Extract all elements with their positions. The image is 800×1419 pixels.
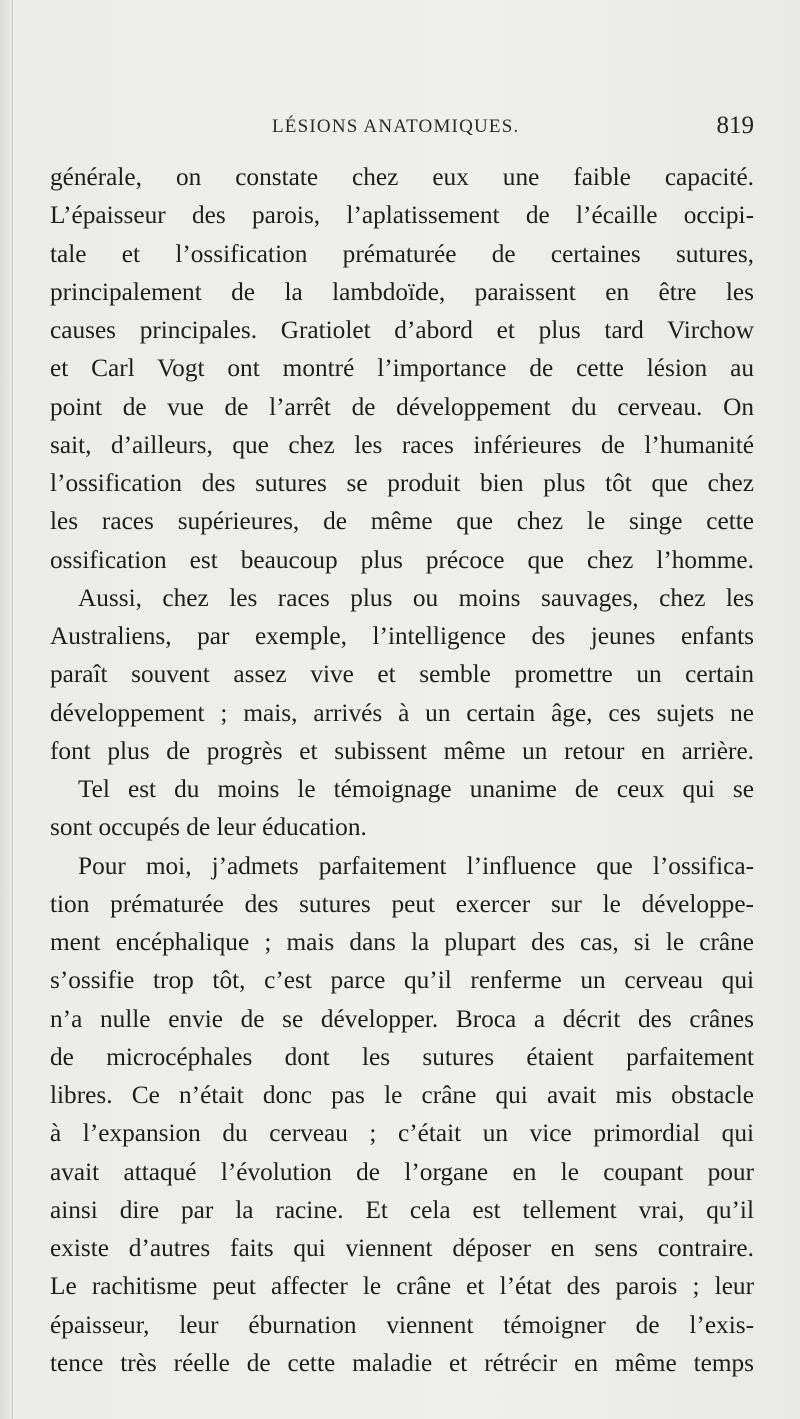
- text-line: ossification est beaucoup plus précoce que chez l’homme.: [50, 545, 754, 574]
- text-line: les races supérieures, de même que chez le singe cette: [50, 507, 754, 536]
- text-line: tion prématurée des sutures peut exercer sur le développe-: [50, 889, 754, 918]
- page-fold-shadow: [12, 0, 13, 1419]
- text-line: ment encéphalique ; mais dans la plupart des cas, si le crâne: [50, 928, 754, 956]
- text-line: générale, on constate chez eux une faible capacité.: [50, 163, 754, 191]
- text-line: ainsi dire par la racine. Et cela est tellement vrai, qu’il: [50, 1195, 754, 1224]
- text-line: épaisseur, leur éburnation viennent témoigner de l’exis-: [50, 1310, 754, 1339]
- text-line: causes principales. Gratiolet d’abord et plus tard Virchow: [50, 316, 754, 344]
- text-body: [50, 158, 754, 1382]
- text-line: point de vue de l’arrêt de développement du cerveau. On: [50, 392, 754, 421]
- text-line: de microcéphales dont les sutures étaient parfaitement: [50, 1042, 754, 1071]
- text-line: l’ossification des sutures se produit bien plus tôt que chez: [50, 469, 754, 497]
- text-line: font plus de progrès et subissent même un retour en arrière.: [50, 736, 754, 765]
- text-line: libres. Ce n’était donc pas le crâne qui avait mis obstacle: [50, 1081, 754, 1109]
- running-head: LÉSIONS ANATOMIQUES.: [272, 116, 520, 137]
- text-line: s’ossifie trop tôt, c’est parce qu’il renferme un cerveau qui: [50, 966, 754, 995]
- paragraph-end-line: sont occupés de leur éducation.: [50, 813, 367, 842]
- text-line: Le rachitisme peut affecter le crâne et l’état des parois ; leur: [50, 1272, 754, 1301]
- text-line: sait, d’ailleurs, que chez les races inférieures de l’humanité: [50, 430, 754, 459]
- text-line: Australiens, par exemple, l’intelligence des jeunes enfants: [50, 622, 754, 650]
- text-line: paraît souvent assez vive et semble promettre un certain: [50, 660, 754, 689]
- text-line: tale et l’ossification prématurée de certaines sutures,: [50, 239, 754, 268]
- paragraph-start-line: Aussi, chez les races plus ou moins sauvages, chez les: [78, 583, 754, 612]
- paragraph-start-line: Tel est du moins le témoignage unanime de ceux qui se: [78, 775, 754, 803]
- paragraph-start-line: Pour moi, j’admets parfaitement l’influence que l’ossifica-: [78, 851, 754, 880]
- text-line: principalement de la lambdoïde, paraissent en être les: [50, 277, 754, 306]
- text-line: développement ; mais, arrivés à un certain âge, ces sujets ne: [50, 698, 754, 727]
- text-line: à l’expansion du cerveau ; c’était un vice primordial qui: [50, 1119, 754, 1148]
- text-line: existe d’autres faits qui viennent déposer en sens contraire.: [50, 1234, 754, 1262]
- text-line: et Carl Vogt ont montré l’importance de cette lésion au: [50, 354, 754, 383]
- text-line: tence très réelle de cette maladie et rétrécir en même temps: [50, 1348, 754, 1377]
- text-line: n’a nulle envie de se développer. Broca a décrit des crânes: [50, 1004, 754, 1033]
- page-number: 819: [716, 112, 754, 139]
- page-header: [50, 112, 754, 146]
- text-line: L’épaisseur des parois, l’aplatissement de l’écaille occipi-: [50, 201, 754, 230]
- text-line: avait attaqué l’évolution de l’organe en le coupant pour: [50, 1157, 754, 1186]
